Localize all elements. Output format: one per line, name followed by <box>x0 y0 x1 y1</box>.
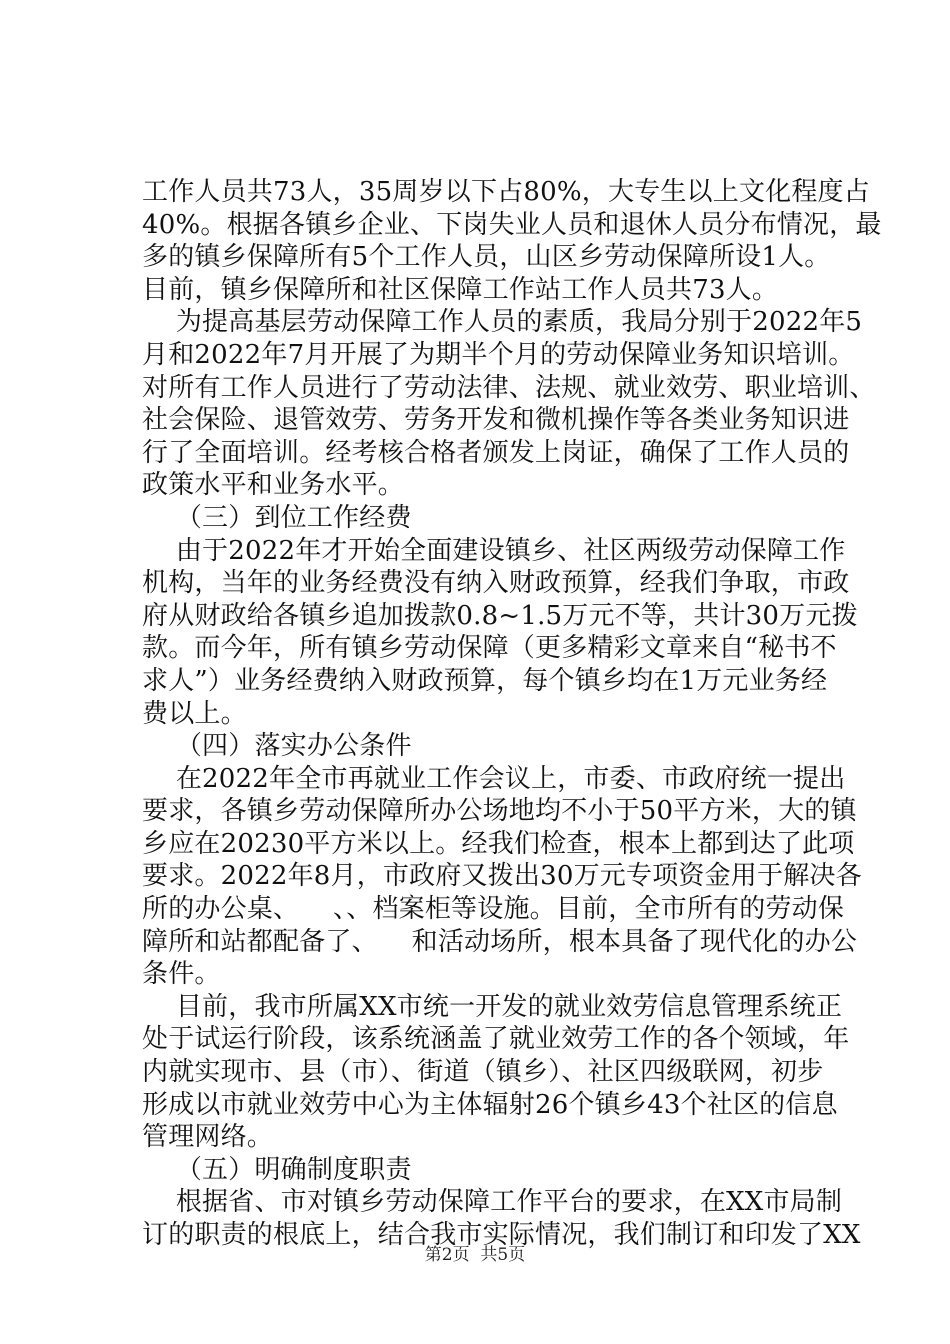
text-line: 目前，镇乡保障所和社区保障工作站工作人员共73人。 <box>142 274 779 305</box>
text-line: 款。而今年，所有镇乡劳动保障（更多精彩文章来自“秘书不 <box>142 633 837 664</box>
text-line: 工作人员共73人，35周岁以下占80%，大专生以上文化程度占 <box>142 177 870 207</box>
text-line: 40%。根据各镇乡企业、下岗失业人员和退休人员分布情况，最 <box>142 209 882 240</box>
text-line: 行了全面培训。经考核合格者颁发上岗证，确保了工作人员的 <box>142 437 850 468</box>
text-line: 乡应在20230平方米以上。经我们检查，根本上都到达了此项 <box>142 828 855 859</box>
text-line: 对所有工作人员进行了劳动法律、法规、就业效劳、职业培训、 <box>142 372 876 403</box>
text-line: 府从财政给各镇乡追加拨款0.8~1.5万元不等，共计30万元拨 <box>142 600 858 631</box>
text-line: 月和2022年7月开展了为期半个月的劳动保障业务知识培训。 <box>142 339 855 370</box>
text-line: 机构，当年的业务经费没有纳入财政预算，经我们争取，市政 <box>142 568 850 599</box>
text-line: 政策水平和业务水平。 <box>142 470 405 501</box>
text-line: 多的镇乡保障所有5个工作人员，山区乡劳动保障所设1人。 <box>142 242 831 273</box>
document-body <box>142 176 882 1252</box>
text-line: 为提高基层劳动保障工作人员的素质，我局分别于2022年5 <box>142 307 863 338</box>
page-number-footer: 第2页 共5页 <box>424 1245 526 1265</box>
text-line: 障所和站都配备了、 和活动场所，根本具备了现代化的办公 <box>142 926 858 957</box>
text-line: 所的办公桌、 、、档案柜等设施。目前，全市所有的劳动保 <box>142 894 845 925</box>
text-line: 在2022年全市再就业工作会议上，市委、市政府统一提出 <box>142 763 846 794</box>
text-line: 管理网络。 <box>142 1122 274 1153</box>
text-line: 要求。2022年8月，市政府又拨出30万元专项资金用于解决各 <box>142 861 862 892</box>
text-line: 要求，各镇乡劳动保障所办公场地均不小于50平方米，大的镇 <box>142 796 857 827</box>
text-line: 条件。 <box>142 959 221 990</box>
text-line: 形成以市就业效劳中心为主体辐射26个镇乡43个社区的信息 <box>142 1089 838 1120</box>
text-line: 内就实现市、县（市）、街道（镇乡）、社区四级联网，初步 <box>142 1057 824 1088</box>
text-line: 订的职责的根底上，结合我市实际情况，我们制订和印发了XX <box>142 1220 861 1250</box>
text-line: 处于试运行阶段，该系统涵盖了就业效劳工作的各个领域，年 <box>142 1024 850 1055</box>
text-line: 求人”）业务经费纳入财政预算，每个镇乡均在1万元业务经 <box>142 665 828 696</box>
text-line: （四）落实办公条件 <box>142 731 412 762</box>
text-line: 根据省、市对镇乡劳动保障工作平台的要求，在XX市局制 <box>142 1187 843 1218</box>
text-line: （三）到位工作经费 <box>142 502 412 533</box>
text-line: 由于2022年才开始全面建设镇乡、社区两级劳动保障工作 <box>142 535 846 566</box>
text-line: 目前，我市所属XX市统一开发的就业效劳信息管理系统正 <box>142 991 843 1022</box>
text-line: （五）明确制度职责 <box>142 1154 412 1185</box>
text-line: 费以上。 <box>142 698 247 729</box>
text-line: 社会保险、退管效劳、劳务开发和微机操作等各类业务知识进 <box>142 405 850 436</box>
